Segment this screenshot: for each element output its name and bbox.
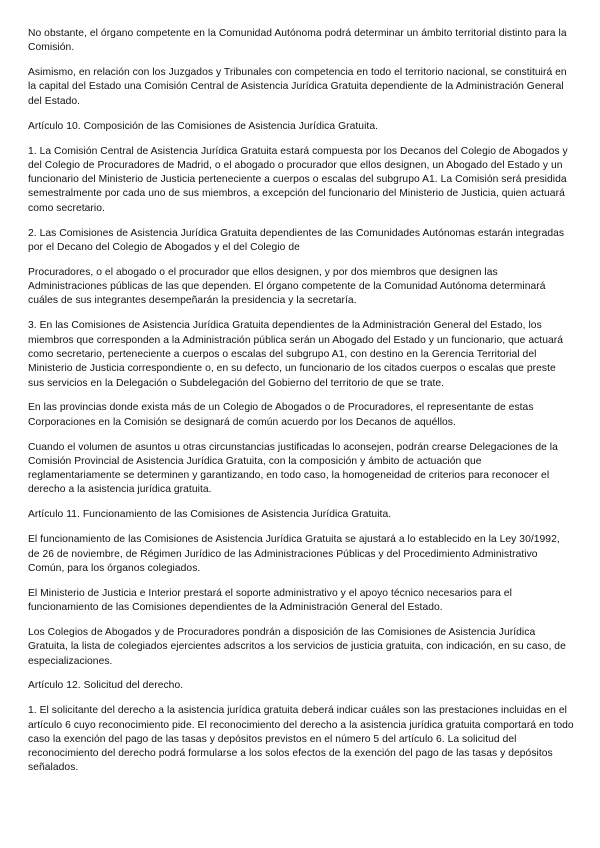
paragraph-provinces: En las provincias donde exista más de un Colegio de Abogados o de Procuradores, el representante de estas Corporaciones en la Comisión se designará de común acuerdo por los Decanos de aquéllos.: [28, 402, 534, 428]
paragraph-central-commission: Asimismo, en relación con los Juzgados y Tribunales con competencia en todo el territorio nacional, se constituirá en la capital del Estado una Comisión Central de Asistencia Jurídica Gratuita dependiente de la Administración General del Estado.: [28, 67, 567, 107]
article-10-section-1: 1. La Comisión Central de Asistencia Jurídica Gratuita estará compuesta por los Decanos del Colegio de Abogados y del Colegio de Procuradores de Madrid, o el abogado o procurador que ellos designen, un Abogado del Estado y un funcionario del Ministerio de Justicia perteneciente a cuerpos o escalas del subgrupo A1. La Comisión será presidida semestralmente por cada uno de sus miembros, a excepción del funcionario del Ministerio de Justicia, quien actuará como secretario.: [28, 145, 568, 214]
article-11-colleges: Los Colegios de Abogados y de Procuradores pondrán a disposición de las Comisiones de Asistencia Jurídica Gratuita, la lista de colegiados ejercientes adscritos a los servicios de justicia gratuita, con indicación, en su caso, de especializaciones.: [28, 626, 566, 667]
article-10-section-2-continued: Procuradores, o el abogado o el procurador que ellos designen, y por dos miembros que designen las Administraciones públicas de las que dependen. El órgano competente de la Comunidad Autónoma determinará cuáles de sus integrantes desempeñarán la presidencia y la secretaría.: [28, 266, 546, 307]
article-11-support: El Ministerio de Justicia e Interior prestará el soporte administrativo y el apoyo técnico necesarios para el funcionamiento de las Comisiones dependientes de la Administración General del Estado.: [28, 587, 512, 614]
article-10-section-2-start: 2. Las Comisiones de Asistencia Jurídica Gratuita dependientes de las Comunidades Autónomas estarán integradas por el Decano del Colegio de Abogados y el del Colegio de: [28, 227, 565, 253]
article-12-section-1: 1. El solicitante del derecho a la asistencia jurídica gratuita deberá indicar cuáles son las prestaciones incluidas en el artículo 6 cuyo reconocimiento pide. El reconocimiento del derecho a la asistencia jurídica gratuita comportará en todo caso la exención del pago de las tasas y depósitos previstos en el número 5 del artículo 6. La solicitud del reconocimiento del derecho podrá formularse a los solos efectos de la exención del pago de las tasas y depósitos señalados.: [28, 705, 574, 774]
article-11-functioning: El funcionamiento de las Comisiones de Asistencia Jurídica Gratuita se ajustará a lo establecido en la Ley 30/1992, de 26 de noviembre, de Régimen Jurídico de las Administraciones Públicas y del Procedimiento Administrativo Común, para los órganos colegiados.: [28, 534, 560, 574]
article-11-heading: Artículo 11. Funcionamiento de las Comisiones de Asistencia Jurídica Gratuita.: [28, 509, 392, 521]
article-10-heading: Artículo 10. Composición de las Comisiones de Asistencia Jurídica Gratuita.: [28, 120, 379, 132]
paragraph-delegations: Cuando el volumen de asuntos u otras circunstancias justificadas lo aconsejen, podrán crearse Delegaciones de la Comisión Provincial de Asistencia Jurídica Gratuita, con la composición y ámbito de actuación que reglamentariamente se determinen y garantizando, en todo caso, la homogeneidad de criterios para reconocer el derecho a la asistencia jurídica gratuita.: [28, 441, 558, 496]
article-10-section-3: 3. En las Comisiones de Asistencia Jurídica Gratuita dependientes de la Administración General del Estado, los miembros que corresponden a la Administración pública serán un Abogado del Estado y un funcionario, que actuará como secretario, perteneciente a cuerpos o escalas del subgrupo A1, con destino en la Gerencia Territorial del Ministerio de Justicia correspondiente o, en su defecto, un funcionario de los citados cuerpos o escalas que preste sus servicios en la Delegación o Subdelegación del Gobierno del territorio de que se trate.: [28, 320, 564, 389]
article-12-heading: Artículo 12. Solicitud del derecho.: [28, 680, 184, 692]
paragraph-territorial-scope: No obstante, el órgano competente en la Comunidad Autónoma podrá determinar un ámbito territorial distinto para la Comisión.: [28, 28, 567, 54]
